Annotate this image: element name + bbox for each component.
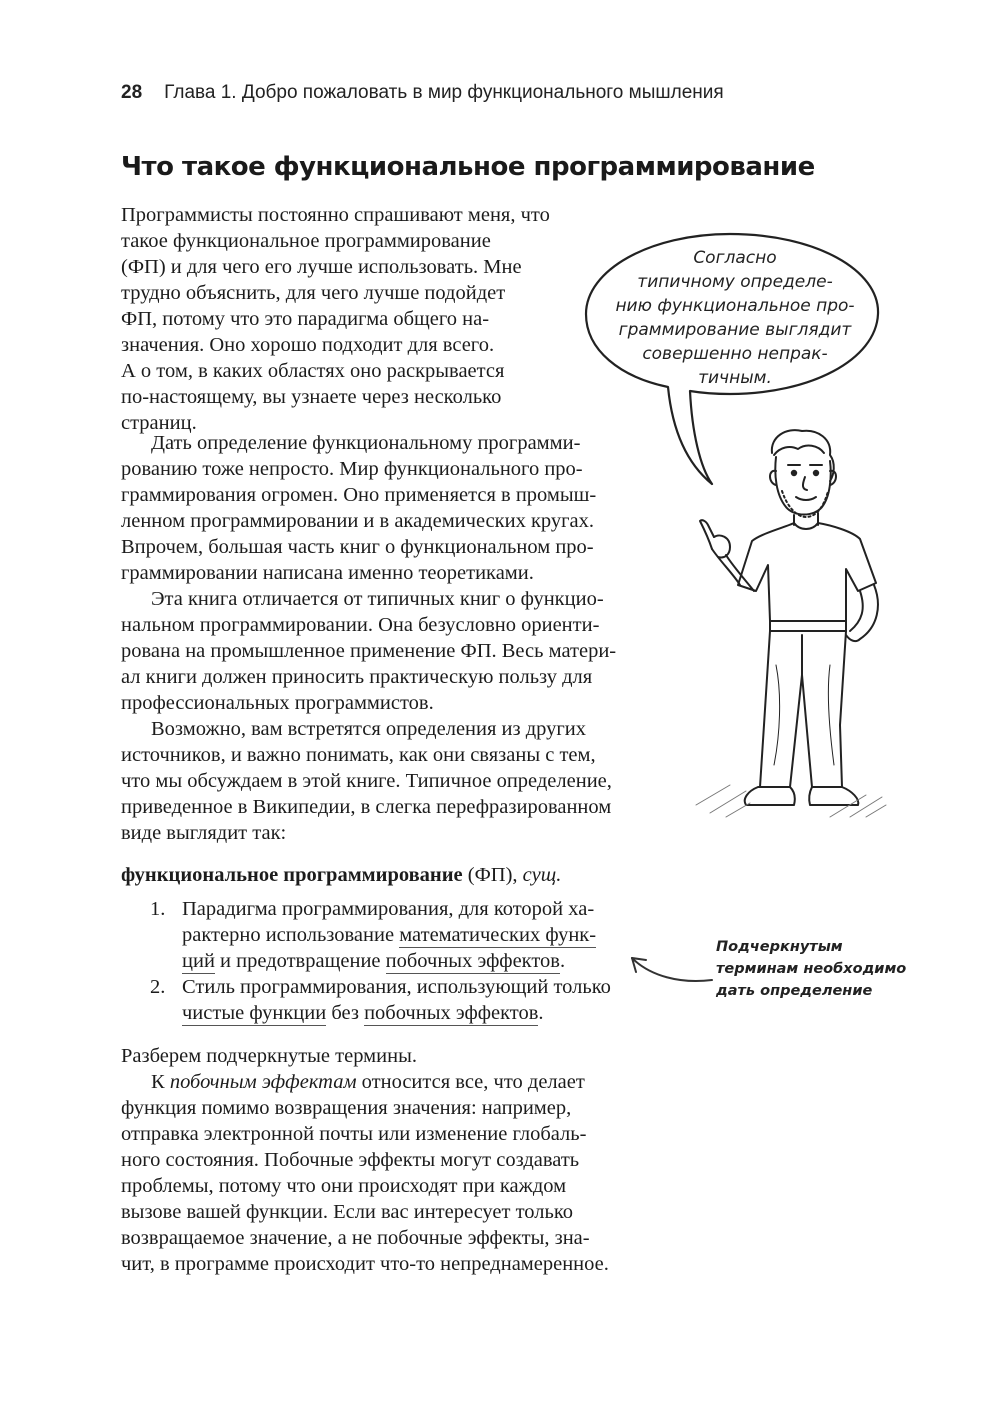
text-line <box>182 922 596 948</box>
list-item <box>150 974 670 1026</box>
text-line: Эта книга отличается от типичных книг о функцио- <box>151 588 604 610</box>
text-line: граммирования огромен. Оно применяется в промыш- <box>121 484 597 506</box>
text-run: . <box>538 1002 544 1024</box>
text-line: А о том, в каких областях оно раскрывается <box>121 360 505 382</box>
underlined-term: математических функ- <box>399 924 597 946</box>
text-line: проблемы, потому что они происходят при каждом <box>121 1175 567 1197</box>
text-line: функция помимо возвращения значения: например, <box>121 1097 572 1119</box>
text-line: типичному определе- <box>637 272 833 292</box>
text-line: источников, и важно понимать, как они связаны с тем, <box>121 744 596 766</box>
underlined-term: побочных эффектов <box>385 950 560 972</box>
margin-note <box>716 936 906 1002</box>
chapter-title: Глава 1. Добро пожаловать в мир функционального мышления <box>164 82 724 103</box>
body-paragraphs <box>121 430 656 846</box>
running-header <box>121 82 724 104</box>
text-line: Парадигма программирования, для которой ха- <box>182 898 595 920</box>
text-run: К <box>151 1071 170 1093</box>
side-effects-paragraph <box>121 1043 661 1277</box>
speech-bubble-text <box>600 246 870 390</box>
text-line: чит, в программе происходит что-то непреднамеренное. <box>121 1253 609 1275</box>
text-line: нию функциональное про- <box>615 296 855 316</box>
text-run: . <box>559 950 566 972</box>
text-run: и предотвращение <box>214 950 386 972</box>
underlined-term: ций <box>182 950 215 972</box>
text-line: рована на промышленное применение ФП. Весь матери- <box>121 640 617 662</box>
text-line: Подчеркнутым <box>716 939 843 955</box>
text-line <box>182 1000 611 1026</box>
definition-term: функциональное программирование <box>121 864 463 886</box>
text-line: Программисты постоянно спрашивают меня, что <box>121 204 550 226</box>
list-item <box>150 896 670 974</box>
definition-abbr: (ФП), <box>462 864 523 886</box>
definition-pos: сущ. <box>522 864 562 886</box>
text-line: рованию тоже непросто. Мир функционального про- <box>121 458 583 480</box>
text-line: ного состояния. Побочные эффекты могут создавать <box>121 1149 580 1171</box>
text-line: совершенно непрак- <box>642 344 828 364</box>
text-line <box>121 1069 661 1095</box>
definition-list <box>150 896 670 1026</box>
text-line: виде выглядит так: <box>121 822 287 844</box>
text-line: терминам необходимо <box>716 961 907 977</box>
intro-paragraph <box>121 202 591 436</box>
text-line: граммирование выглядит <box>618 320 852 340</box>
text-line: значения. Оно хорошо подходит для всего. <box>121 334 495 356</box>
text-line: приведенное в Википедии, в слегка перефразированном <box>121 796 612 818</box>
curved-arrow-icon <box>620 940 720 990</box>
text-line: страниц. <box>121 412 197 434</box>
text-line: Возможно, вам встретятся определения из других <box>151 718 587 740</box>
text-line: Разберем подчеркнутые термины. <box>121 1045 417 1067</box>
text-line <box>182 948 596 974</box>
text-line: Стиль программирования, использующий только <box>182 976 611 998</box>
text-line: ленном программировании и в академических кругах. <box>121 510 595 532</box>
cartoon-person-illustration <box>690 425 890 820</box>
text-run: без <box>326 1002 365 1024</box>
text-line: по-настоящему, вы узнаете через несколько <box>121 386 502 408</box>
underlined-term: чистые функции <box>182 1002 327 1024</box>
text-line: профессиональных программистов. <box>121 692 434 714</box>
text-line: такое функциональное программирование <box>121 230 491 252</box>
text-line: тичным. <box>698 368 772 388</box>
text-line: вызове вашей функции. Если вас интересует только <box>121 1201 574 1223</box>
text-line: нальном программировании. Она безусловно ориенти- <box>121 614 600 636</box>
definition-heading <box>121 862 661 888</box>
page-number: 28 <box>121 82 143 103</box>
section-title: Что такое функциональное программирование <box>121 152 815 182</box>
text-line: (ФП) и для чего его лучше использовать. Мне <box>121 256 522 278</box>
text-line: ФП, потому что это парадигма общего на- <box>121 308 490 330</box>
text-line: возвращаемое значение, а не побочные эффекты, зна- <box>121 1227 590 1249</box>
italic-term: побочным эффектам <box>169 1071 357 1093</box>
text-line: Дать определение функциональному программи- <box>151 432 581 454</box>
list-number: 2. <box>150 976 166 998</box>
text-line: отправка электронной почты или изменение глобаль- <box>121 1123 587 1145</box>
text-line: дать определение <box>716 983 873 999</box>
text-line: ал книги должен приносить практическую пользу для <box>121 666 593 688</box>
text-line: Согласно <box>693 248 777 268</box>
text-run: рактерно использование <box>182 924 400 946</box>
text-line: трудно объяснить, для чего лучше подойдет <box>121 282 506 304</box>
list-number: 1. <box>150 898 166 920</box>
text-line: Впрочем, большая часть книг о функциональном про- <box>121 536 594 558</box>
text-line: что мы обсуждаем в этой книге. Типичное определение, <box>121 770 612 792</box>
text-run: относится все, что делает <box>356 1071 585 1093</box>
underlined-term: побочных эффектов <box>364 1002 539 1024</box>
text-line: граммировании написана именно теоретиками. <box>121 562 534 584</box>
